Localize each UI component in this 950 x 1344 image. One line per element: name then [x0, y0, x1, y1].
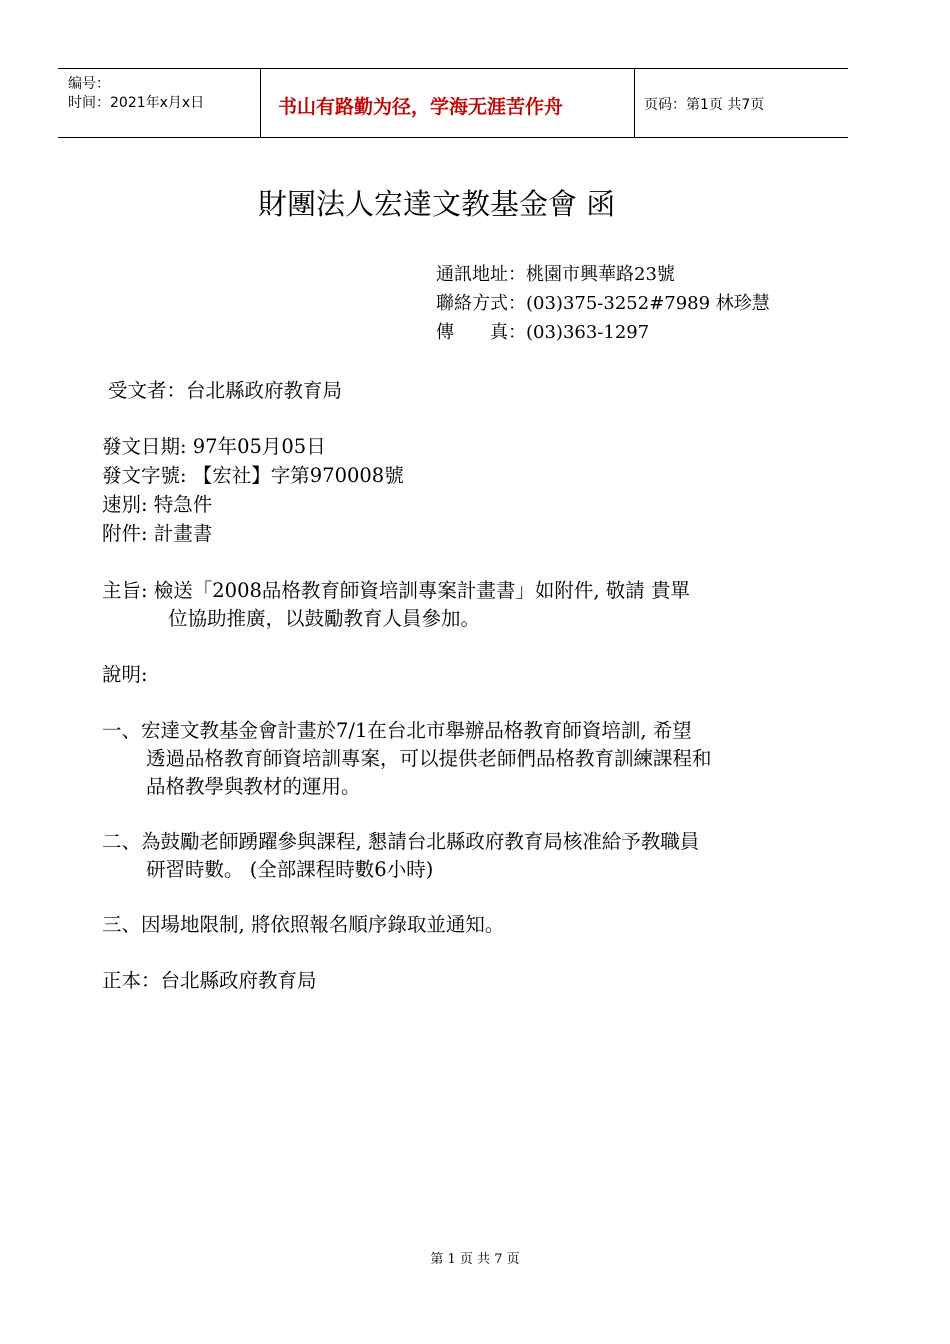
document-title: 財團法人宏達文教基金會 函	[258, 187, 616, 221]
page-header	[58, 68, 848, 138]
header-middle-cell	[260, 69, 635, 137]
item-2-line-1: 二、為鼓勵老師踴躍參與課程, 懇請台北縣政府教育局核准給予教職員	[102, 830, 700, 853]
delivery-speed: 速別: 特急件	[102, 493, 213, 516]
page-footer: 第 1 页 共 7 页	[430, 1252, 520, 1267]
explanation-label: 說明:	[102, 663, 148, 686]
contact-phone: 聯絡方式：(03)375-3252#7989 林珍慧	[436, 293, 770, 314]
item-2-line-2: 研習時數。 (全部課程時數6小時)	[146, 858, 434, 881]
subject-line-1: 主旨: 檢送「2008品格教育師資培訓專案計畫書」如附件, 敬請 貴單	[102, 579, 690, 602]
header-motto: 书山有路勤为径，学海无涯苦作舟	[278, 96, 564, 118]
item-1-line-1: 一、宏達文教基金會計畫於7/1在台北市舉辦品格教育師資培訓, 希望	[102, 719, 692, 742]
subject-line-2: 位協助推廣，以鼓勵教育人員參加。	[168, 607, 481, 630]
item-1-line-2: 透過品格教育師資培訓專案，可以提供老師們品格教育訓練課程和	[146, 747, 712, 770]
header-right-cell	[634, 69, 848, 137]
issue-date: 發文日期: 97年05月05日	[102, 435, 326, 458]
item-1-line-3: 品格教學與教材的運用。	[146, 775, 361, 798]
contact-fax: 傳 真：(03)363-1297	[436, 322, 650, 343]
document-number: 發文字號: 【宏社】字第970008號	[102, 464, 404, 487]
copy-to: 正本：台北縣政府教育局	[102, 969, 317, 992]
contact-address: 通訊地址：桃園市興華路23號	[436, 264, 675, 285]
time-label: 时间：2021年x月x日	[68, 95, 205, 111]
recipient: 受文者：台北縣政府教育局	[108, 379, 343, 402]
attachment: 附件: 計畫書	[102, 522, 213, 545]
header-page-info: 页码：第1页 共7页	[644, 97, 765, 113]
number-label: 编号：	[68, 76, 110, 92]
item-3-line-1: 三、因場地限制, 將依照報名順序錄取並通知。	[102, 913, 505, 936]
header-left-cell	[58, 69, 261, 137]
